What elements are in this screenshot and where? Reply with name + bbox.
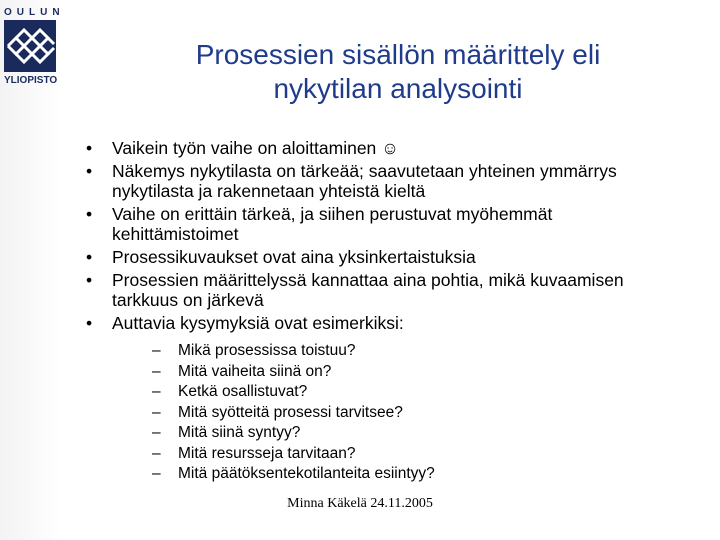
sub-item <box>112 444 680 465</box>
bullet-text: Vaihe on erittäin tärkeä, ja siihen perustuvat myöhemmät kehittämistoimet <box>112 204 553 244</box>
bullet-text: Vaikein työn vaihe on aloittaminen ☺ <box>112 138 400 158</box>
sub-item-text: Mitä resursseja tarvitaan? <box>178 444 356 462</box>
dash-marker: – <box>152 403 161 421</box>
dash-marker: – <box>152 342 161 359</box>
sub-question-list <box>112 341 680 485</box>
logo-bottom-text: YLIOPISTO <box>4 75 58 86</box>
bullet-marker: • <box>86 270 93 290</box>
logo-emblem-icon <box>4 20 56 72</box>
dash-marker: – <box>152 444 161 462</box>
bullet-marker: • <box>86 204 93 224</box>
bullet-marker: • <box>86 313 93 333</box>
sub-item <box>112 464 680 485</box>
logo-top-text: OULUN <box>4 7 65 18</box>
bullet-text: Prosessien määrittelyssä kannattaa aina pohtia, mikä kuvaamisen tarkkuus on järkevä <box>112 270 624 310</box>
bullet-item <box>80 204 680 244</box>
title-line-1: Prosessien sisällön määrittely eli <box>195 39 601 70</box>
sub-item <box>112 362 680 383</box>
bullet-item <box>80 247 680 267</box>
dash-marker: – <box>152 424 161 441</box>
bullet-marker: • <box>86 161 93 181</box>
slide-footer: Minna Käkelä 24.11.2005 <box>287 496 433 511</box>
sub-item <box>112 403 680 424</box>
bullet-item <box>80 313 680 485</box>
sub-item-text: Mikä prosessissa toistuu? <box>178 342 356 359</box>
bullet-text: Auttavia kysymyksiä ovat esimerkiksi: <box>112 313 404 333</box>
university-logo <box>4 6 65 90</box>
slide-body <box>80 138 680 488</box>
sub-item-text: Ketkä osallistuvat? <box>178 383 308 400</box>
sub-item-text: Mitä vaiheita siinä on? <box>178 362 332 380</box>
dash-marker: – <box>152 465 161 482</box>
sub-item <box>112 423 680 444</box>
bullet-item <box>80 138 680 158</box>
bullet-text: Prosessikuvaukset ovat aina yksinkertaistuksia <box>112 247 476 267</box>
dash-marker: – <box>152 383 161 400</box>
bullet-text: Näkemys nykytilasta on tärkeää; saavutetaan yhteinen ymmärrys nykytilasta ja rakennetaan yhteistä kieltä <box>112 161 617 201</box>
sub-item-text: Mitä syötteitä prosessi tarvitsee? <box>178 403 403 421</box>
title-line-2: nykytilan analysointi <box>273 73 523 104</box>
sub-item-text: Mitä siinä syntyy? <box>178 424 301 441</box>
sub-item <box>112 382 680 403</box>
bullet-list <box>80 138 680 485</box>
dash-marker: – <box>152 362 161 380</box>
bullet-item <box>80 270 680 310</box>
bullet-marker: • <box>86 247 93 267</box>
sub-item-text: Mitä päätöksentekotilanteita esiintyy? <box>178 465 435 482</box>
slide-title <box>118 38 678 106</box>
bullet-item <box>80 161 680 201</box>
sub-item <box>112 341 680 362</box>
bullet-marker: • <box>86 138 93 158</box>
